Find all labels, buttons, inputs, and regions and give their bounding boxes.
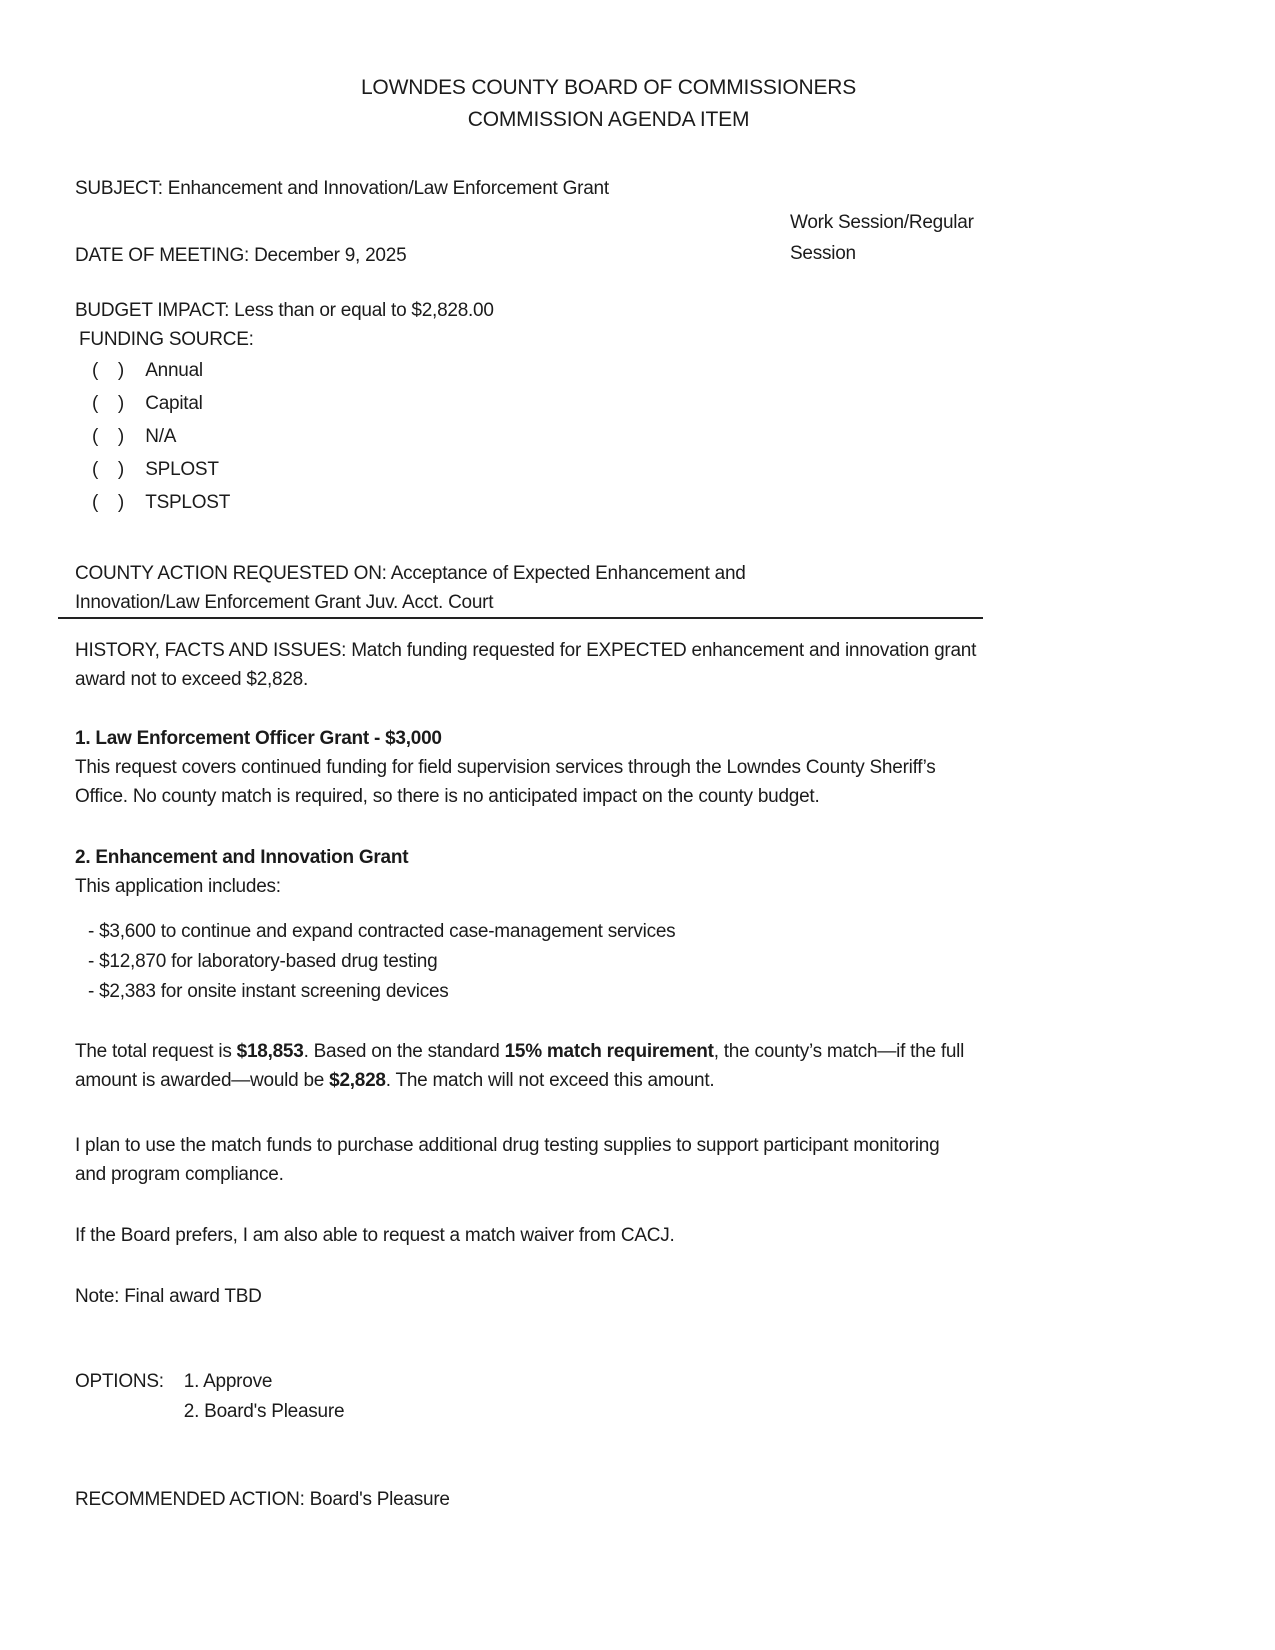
grant2-heading: 2. Enhancement and Innovation Grant	[75, 847, 409, 868]
total-request-line-1	[75, 1037, 1200, 1066]
bullet-screening-devices: - $2,383 for onsite instant screening devices	[88, 981, 449, 1002]
checkbox-tsplost: ( )	[92, 492, 128, 513]
funding-source-label: FUNDING SOURCE:	[79, 329, 254, 350]
funding-option-label: TSPLOST	[145, 492, 231, 513]
grant2-bullet-list	[75, 917, 1200, 1007]
grant1-line-1: This request covers continued funding for field supervision services through the Lowndes County Sheriff’s	[75, 757, 936, 778]
funding-option-tsplost	[92, 486, 1200, 519]
option-boards-pleasure: 2. Board's Pleasure	[183, 1401, 345, 1422]
funding-option-label: N/A	[145, 426, 177, 447]
history-section	[75, 636, 1200, 694]
grant1-paragraph	[75, 753, 1200, 811]
text-segment: . The match will not exceed this amount.	[385, 1070, 715, 1091]
funding-option-label: Annual	[145, 360, 203, 381]
checkbox-capital: ( )	[92, 393, 128, 414]
funding-option-capital	[92, 387, 1200, 420]
document-title	[75, 72, 1142, 136]
bullet-drug-testing: - $12,870 for laboratory-based drug testing	[88, 951, 438, 972]
county-action-line-2: Innovation/Law Enforcement Grant Juv. Acct. Court	[75, 592, 494, 613]
subject-line: SUBJECT: Enhancement and Innovation/Law Enforcement Grant	[75, 178, 609, 199]
checkbox-splost: ( )	[92, 459, 128, 480]
funding-option-splost	[92, 453, 1200, 486]
option-approve: 1. Approve	[183, 1371, 273, 1392]
session-type: Work Session/Regular Session	[790, 212, 974, 264]
grant1-line-2: Office. No county match is required, so there is no anticipated impact on the county budget.	[75, 786, 820, 807]
title-line-1: LOWNDES COUNTY BOARD OF COMMISSIONERS	[360, 76, 857, 99]
total-amount: $18,853	[236, 1041, 304, 1062]
plan-line-1: I plan to use the match funds to purchase additional drug testing supplies to support participant monitoring	[75, 1135, 940, 1156]
options-section	[75, 1367, 1200, 1427]
waiver-line: If the Board prefers, I am also able to request a match waiver from CACJ.	[75, 1225, 675, 1246]
options-list	[184, 1367, 344, 1427]
text-segment: The total request is	[75, 1041, 237, 1062]
text-segment: , the county’s match—if the full	[713, 1041, 965, 1062]
options-label: OPTIONS:	[75, 1371, 164, 1392]
bullet-case-management: - $3,600 to continue and expand contracted case-management services	[88, 921, 676, 942]
title-line-2: COMMISSION AGENDA ITEM	[467, 108, 750, 131]
subject-section	[75, 174, 1200, 270]
funding-option-label: SPLOST	[145, 459, 219, 480]
funding-option-annual	[92, 354, 1200, 387]
match-amount: $2,828	[329, 1070, 386, 1091]
funding-option-na	[92, 420, 1200, 453]
history-line-1: HISTORY, FACTS AND ISSUES: Match funding requested for EXPECTED enhancement and innovation grant	[75, 640, 977, 661]
recommended-action-line: RECOMMENDED ACTION: Board's Pleasure	[75, 1489, 450, 1510]
text-segment: amount is awarded—would be	[75, 1070, 330, 1091]
grant1-heading: 1. Law Enforcement Officer Grant - $3,000	[75, 728, 442, 749]
checkbox-annual: ( )	[92, 360, 128, 381]
plan-line-2: and program compliance.	[75, 1164, 284, 1185]
note-line: Note: Final award TBD	[75, 1286, 262, 1307]
text-segment: . Based on the standard	[303, 1041, 505, 1062]
funding-source-list	[75, 354, 1200, 519]
grant2-includes-line: This application includes:	[75, 876, 281, 897]
history-line-2: award not to exceed $2,828.	[75, 669, 309, 690]
budget-impact-line: BUDGET IMPACT: Less than or equal to $2,828.00	[75, 300, 494, 321]
date-of-meeting-line: DATE OF MEETING: December 9, 2025	[75, 245, 407, 266]
county-action-section	[58, 559, 983, 619]
county-action-line-1: COUNTY ACTION REQUESTED ON: Acceptance of Expected Enhancement and	[75, 563, 746, 584]
plan-paragraph	[75, 1131, 1200, 1189]
total-request-paragraph	[75, 1037, 1200, 1095]
checkbox-na: ( )	[92, 426, 128, 447]
funding-option-label: Capital	[145, 393, 203, 414]
total-request-line-2	[75, 1066, 1200, 1095]
match-requirement: 15% match requirement	[504, 1041, 714, 1062]
